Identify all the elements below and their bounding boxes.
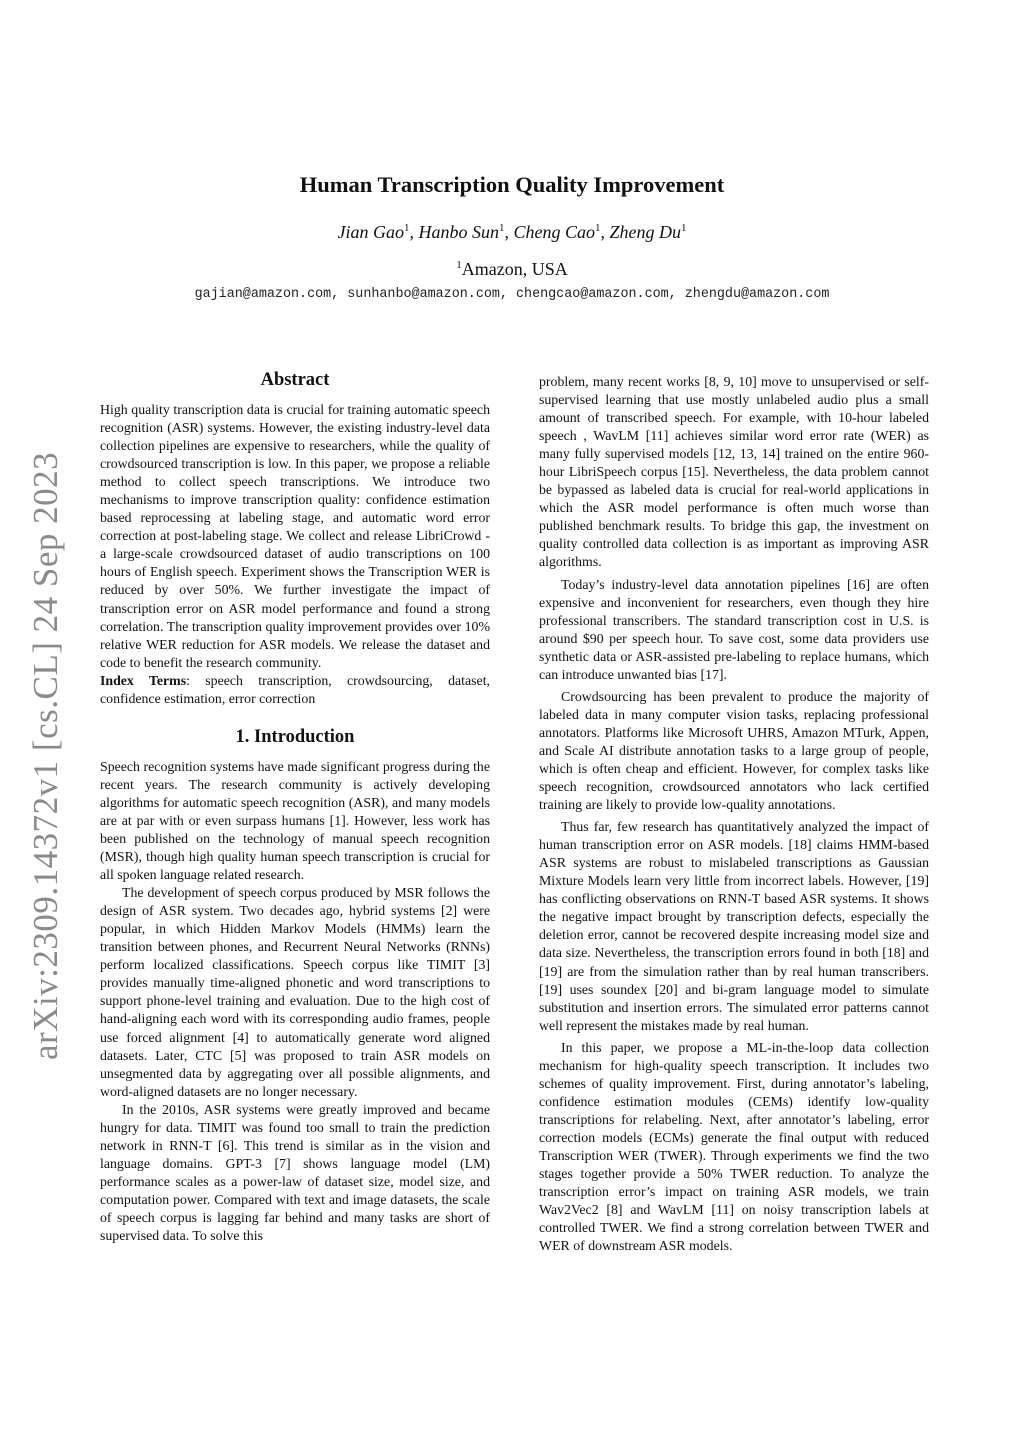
author-name: Hanbo Sun	[418, 222, 499, 242]
intro-paragraph: Speech recognition systems have made significant progress during the recent years. The research community is actively developing algorithms for automatic speech recognition (ASR), and many models are at par with or even surpass humans [1]. However, less work has been published on the technology of manual speech recognition (MSR), though high quality human speech transcription is crucial for all spoken language related research.	[100, 758, 490, 883]
right-column	[539, 373, 929, 1255]
left-column	[100, 368, 490, 1245]
intro-paragraph: Today’s industry-level data annotation pipelines [16] are often expensive and inconvenient for researchers, even though they hire professional transcribers. The standard transcription cost in U.S. is around $90 per speech hour. To save cost, some data providers use synthetic data or ASR-assisted pre-labeling to replace humans, which can introduce unwanted bias [17].	[539, 576, 929, 682]
author-affil-mark: 1	[403, 222, 410, 234]
intro-paragraph: problem, many recent works [8, 9, 10] move to unsupervised or self-supervised learning that use mostly unlabeled audio plus a small amount of transcribed speech. For example, with 10-hour labeled speech , WavLM [11] achieves similar word error rate (WER) as many fully supervised models [12, 13, 14] trained on the entire 960-hour LibriSpeech corpus [15]. Nevertheless, the data problem cannot be bypassed as labeled data is crucial for real-world applications in which the ASR model performance is often much worse than published benchmark results. To bridge this gap, the investment on quality controlled data collection is as important as improving ASR algorithms.	[539, 374, 929, 570]
affiliation	[0, 251, 1024, 283]
author-emails: gajian@amazon.com, sunhanbo@amazon.com, chengcao@amazon.com, zhengdu@amazon.com	[194, 287, 830, 302]
author-name: Cheng Cao	[513, 222, 595, 242]
intro-paragraph: Thus far, few research has quantitatively analyzed the impact of human transcription error on ASR models. [18] claims HMM-based ASR systems are robust to mislabeled transcriptions as Gaussian Mixture Models learn very little from incorrect labels. However, [19] has conflicting observations on RNN-T based ASR systems. It shows the negative impact brought by transcription defects, especially the deletion error, cannot be recovered despite increasing model size and data size. Nevertheless, the transcription errors found in both [18] and [19] are from the simulation rather than by real human transcribers. [19] uses soundex [20] and bi-gram language model to simulate substitution and insertion errors. The simulated error patterns cannot well represent the mistakes made by real human.	[539, 819, 929, 1033]
intro-paragraph: In this paper, we propose a ML-in-the-loop data collection mechanism for high-quality speech transcription. It includes two schemes of quality improvement. First, during annotator’s labeling, confidence estimation modules (CEMs) identify low-quality transcriptions for relabeling. Next, after annotator’s labeling, error correction models (ECMs) generate the final output with reduced Transcription WER (TWER). Through experiments we find the two stages together provide a 50% TWER reduction. To analyze the transcription error’s impact on training ASR models, we train Wav2Vec2 [8] and WavLM [11] on noisy transcription labels at controlled TWER. We find a strong correlation between TWER and WER of downstream ASR models.	[539, 1039, 929, 1254]
intro-paragraph: Crowdsourcing has been prevalent to produce the majority of labeled data in many computer vision tasks, replacing professional annotators. Platforms like Microsoft UHRS, Amazon MTurk, Appen, and Scale AI distribute annotation tasks to a large group of people, which is often cheap and efficient. However, for complex tasks like speech recognition, crowdsourced annotators who lack certified training are likely to provide low-quality annotations.	[539, 688, 929, 813]
affil-mark: 1	[456, 259, 462, 271]
index-terms-text: : speech transcription, crowdsourcing, dataset, confidence estimation, error correction	[100, 672, 490, 706]
author-list: Jian Gao$^1$, Hanbo Sun$^1$, Cheng Cao$^1$, Zheng Du$^1$	[337, 222, 687, 242]
abstract-heading: Abstract	[260, 370, 330, 390]
paper-header	[0, 168, 1024, 306]
abstract-text: High quality transcription data is crucial for training automatic speech recognition (ASR) systems. However, the existing industry-level data collection pipelines are expensive to researchers, while the quality of crowdsourced transcription is low. In this paper, we propose a reliable method to collect speech transcriptions. We introduce two mechanisms to improve transcription quality: confidence estimation based reprocessing at labeling stage, and automatic word error correction at post-labeling stage. We collect and release LibriCrowd - a large-scale crowdsourced dataset of audio transcriptions on 100 hours of English speech. Experiment shows the Transcription WER is reduced by over 50%. We further investigate the impact of transcription error on ASR model performance and found a strong correlation. The transcription quality improvement provides over 10% relative WER reduction for ASR models. We release the dataset and code to benefit the research community.	[100, 402, 490, 670]
intro-paragraph: In the 2010s, ASR systems were greatly improved and became hungry for data. TIMIT was found too small to train the prediction network in RNN-T [6]. This trend is similar as in the vision and language domains. GPT-3 [7] shows language model (LM) performance scales as a power-law of dataset size, model size, and computation power. Compared with text and image datasets, the scale of speech corpus is lagging far behind and many tasks are short of supervised data. To solve this	[100, 1101, 490, 1244]
author-affil-mark: 1	[498, 222, 505, 234]
index-terms	[100, 672, 490, 708]
author-name: Jian Gao	[337, 222, 404, 242]
affil-name: Amazon, USA	[461, 259, 568, 279]
index-terms-label: Index Terms	[100, 672, 187, 688]
author-affil-mark: 1	[595, 222, 601, 234]
arxiv-identifier: arXiv:2309.14372v1 [cs.CL] 24 Sep 2023	[26, 451, 65, 1060]
paper-title: Human Transcription Quality Improvement	[299, 172, 725, 197]
author-name: Zheng Du	[609, 222, 681, 242]
introduction-heading: 1. Introduction	[235, 726, 355, 747]
intro-paragraph: The development of speech corpus produced by MSR follows the design of ASR system. Two decades ago, hybrid systems [2] were popular, in which Hidden Markov Models (HMMs) learn the transition between phones, and Recurrent Neural Networks (RNNs) perform localized classifications. Speech corpus like TIMIT [3] provides manually time-aligned phonetic and word transcriptions to support phone-level training and evaluation. Due to the high cost of hand-aligning each word with its corresponding audio frames, people use forced alignment [4] to automatically generate word aligned datasets. Later, CTC [5] was proposed to train ASR models on unsegmented data by aggregating over all possible alignments, and word-aligned datasets are no longer necessary.	[100, 885, 490, 1099]
author-affil-mark: 1	[681, 222, 687, 234]
